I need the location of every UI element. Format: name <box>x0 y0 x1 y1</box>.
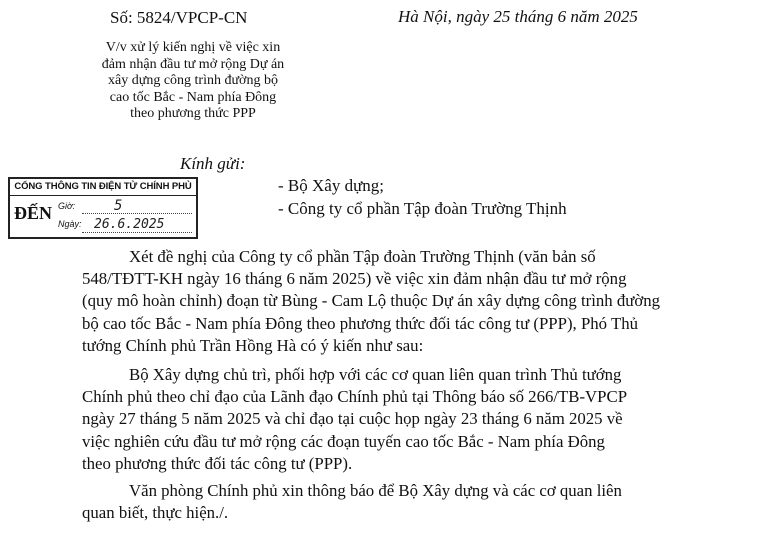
paragraph-line: tướng Chính phủ Trần Hồng Hà có ý kiến như sau: <box>82 335 424 355</box>
paragraph-line: ngày 27 tháng 5 năm 2025 và chỉ đạo tại cuộc họp ngày 23 tháng 6 năm 2025 về <box>82 409 623 429</box>
place-and-date: Hà Nội, ngày 25 tháng 6 năm 2025 <box>398 7 638 26</box>
paragraph-line: Chính phủ theo chỉ đạo của Lãnh đạo Chính phủ tại Thông báo số 266/TB-VPCP <box>82 387 628 407</box>
paragraph-closing <box>82 480 694 524</box>
subject-line: xây dựng công trình đường bộ <box>108 73 278 88</box>
paragraph-line: Bộ Xây dựng chủ trì, phối hợp với các cơ quan liên quan trình Thủ tướng <box>129 365 622 384</box>
subject-block <box>82 40 304 123</box>
salutation: Kính gửi: <box>180 154 246 173</box>
stamp-time-line <box>82 213 192 214</box>
stamp-date-label: Ngày: <box>58 219 82 229</box>
paragraph-line: theo phương thức đối tác công tư (PPP). <box>82 453 353 473</box>
paragraph-line: Xét đề nghị của Công ty cổ phần Tập đoàn Trường Thịnh (văn bản số <box>129 247 596 266</box>
paragraph-intro <box>82 246 694 357</box>
paragraph-line: bộ cao tốc Bắc - Nam phía Đông theo phương thức đối tác công tư (PPP), Phó Thủ <box>82 313 638 333</box>
received-stamp <box>8 177 198 239</box>
stamp-time-value: 5 <box>114 198 123 214</box>
subject-line: cao tốc Bắc - Nam phía Đông <box>109 89 277 105</box>
paragraph-line: việc nghiên cứu đầu tư mở rộng các đoạn tuyến cao tốc Bắc - Nam phía Đông <box>82 431 605 451</box>
subject-line: V/v xử lý kiến nghị về việc xin <box>105 40 281 55</box>
subject-line: theo phương thức PPP <box>130 106 256 121</box>
paragraph-line: (quy mô hoàn chỉnh) đoạn từ Bùng - Cam Lộ thuộc Dự án xây dựng công trình đường <box>82 291 660 311</box>
paragraph-line: 548/TĐTT-KH ngày 16 tháng 6 năm 2025) về việc xin đảm nhận đầu tư mở rộng <box>82 269 627 289</box>
stamp-den-label: ĐẾN <box>14 203 53 223</box>
stamp-divider <box>10 195 196 196</box>
recipient-company: - Công ty cổ phần Tập đoàn Trường Thịnh <box>278 199 567 218</box>
paragraph-line: quan biết, thực hiện./. <box>82 503 229 523</box>
subject-line: đảm nhận đầu tư mở rộng Dự án <box>101 56 285 72</box>
stamp-title: CỔNG THÔNG TIN ĐIỆN TỬ CHÍNH PHỦ <box>14 181 192 192</box>
document-number: Số: 5824/VPCP-CN <box>110 8 248 27</box>
recipient-ministry: - Bộ Xây dựng; <box>278 176 385 195</box>
paragraph-line: Văn phòng Chính phủ xin thông báo để Bộ Xây dựng và các cơ quan liên <box>129 481 622 500</box>
stamp-date-line <box>82 232 192 233</box>
paragraph-directive <box>82 364 694 475</box>
stamp-time-label: Giờ: <box>58 201 75 211</box>
stamp-date-value: 26.6.2025 <box>94 217 165 232</box>
